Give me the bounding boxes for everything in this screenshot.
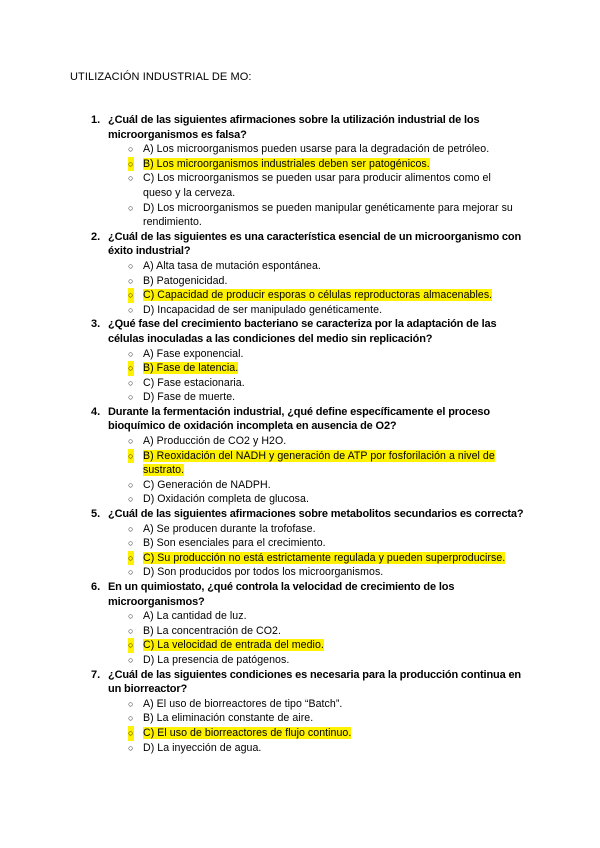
question-number: 3.: [91, 318, 101, 331]
answer-options: [0, 697, 600, 755]
answer-option-text: C) Capacidad de producir esporas o células reproductoras almacenables.: [143, 289, 493, 302]
answer-option-text: A) Los microorganismos pueden usarse para la degradación de petróleo.: [143, 143, 490, 156]
answer-option-text: A) Alta tasa de mutación espontánea.: [143, 259, 321, 272]
answer-option-text: D) Fase de muerte.: [143, 391, 236, 404]
answer-option-text: C) El uso de biorreactores de flujo continuo.: [143, 726, 352, 739]
answer-option: [128, 171, 521, 200]
circle-bullet-icon: ○: [128, 726, 134, 741]
circle-bullet-icon: ○: [128, 654, 134, 665]
circle-bullet-icon: ○: [128, 275, 134, 286]
answer-option: [128, 653, 521, 668]
circle-bullet-icon: ○: [128, 361, 134, 376]
circle-bullet-icon: ○: [128, 742, 134, 753]
question-item: [0, 507, 600, 580]
answer-option-highlighted: [128, 726, 521, 741]
answer-option-text: D) Oxidación completa de glucosa.: [143, 493, 309, 506]
answer-option: [128, 142, 521, 157]
circle-bullet-icon: ○: [128, 392, 134, 403]
answer-option-text: C) Los microorganismos se pueden usar para producir alimentos como el queso y la cerveza.: [143, 172, 491, 199]
circle-bullet-icon: ○: [128, 202, 134, 213]
circle-bullet-icon: ○: [128, 157, 134, 172]
question-item: [0, 113, 600, 230]
answer-option: [128, 259, 521, 274]
answer-option: [128, 347, 521, 362]
question-text: ¿Cuál de las siguientes condiciones es necesaria para la producción continua en un biorreactor?: [108, 668, 521, 696]
answer-option-text: C) La velocidad de entrada del medio.: [143, 639, 324, 652]
question-number: 7.: [91, 668, 101, 681]
question-number: 4.: [91, 405, 101, 418]
answer-option-text: B) Son esenciales para el crecimiento.: [143, 537, 326, 550]
answer-option-text: A) Se producen durante la trofofase.: [143, 522, 316, 535]
answer-option-text: D) Son producidos por todos los microorganismos.: [143, 566, 384, 579]
circle-bullet-icon: ○: [128, 260, 134, 271]
answer-option-text: C) Generación de NADPH.: [143, 478, 271, 491]
answer-option: [128, 478, 521, 493]
answer-option-highlighted: [128, 449, 521, 478]
answer-option: [128, 303, 521, 318]
answer-option: [128, 624, 521, 639]
answer-option: [128, 741, 521, 756]
answer-option: [128, 609, 521, 624]
circle-bullet-icon: ○: [128, 494, 134, 505]
question-number: 5.: [91, 508, 101, 521]
question-text: ¿Cuál de las siguientes afirmaciones sobre la utilización industrial de los microorganismos es falsa?: [108, 114, 480, 141]
circle-bullet-icon: ○: [128, 348, 134, 359]
circle-bullet-icon: ○: [128, 144, 134, 155]
question-number: 1.: [91, 114, 101, 126]
question-text: ¿Cuál de las siguientes es una característica esencial de un microorganismo con éxito industrial?: [108, 230, 522, 258]
answer-option: [128, 434, 521, 449]
answer-options: [0, 347, 600, 405]
question-item: [0, 668, 600, 756]
question-list: [0, 113, 600, 755]
answer-option-text: B) Fase de latencia.: [143, 362, 239, 375]
circle-bullet-icon: ○: [128, 698, 134, 709]
answer-option-highlighted: [128, 288, 521, 303]
answer-option: [128, 390, 521, 405]
circle-bullet-icon: ○: [128, 449, 134, 464]
answer-option-text: C) Fase estacionaria.: [143, 376, 245, 389]
question-item: [0, 580, 600, 668]
answer-option-text: D) La inyección de agua.: [143, 741, 262, 754]
circle-bullet-icon: ○: [128, 288, 134, 303]
question-text: En un quimiostato, ¿qué controla la velocidad de crecimiento de los microorganismos?: [108, 581, 455, 608]
answer-option: [128, 565, 521, 580]
answer-option-highlighted: [128, 157, 521, 172]
answer-option-highlighted: [128, 551, 521, 566]
answer-options: [0, 522, 600, 580]
answer-option-text: C) Su producción no está estrictamente regulada y pueden superproducirse.: [143, 551, 506, 564]
answer-option-text: B) Patogenicidad.: [143, 274, 228, 287]
answer-option-text: D) La presencia de patógenos.: [143, 653, 290, 666]
answer-option-text: A) Producción de CO2 y H2O.: [143, 435, 287, 448]
answer-option-highlighted: [128, 638, 521, 653]
circle-bullet-icon: ○: [128, 551, 134, 566]
circle-bullet-icon: ○: [128, 173, 134, 184]
question-number: 2.: [91, 230, 101, 243]
document-title: UTILIZACIÓN INDUSTRIAL DE MO:: [70, 71, 252, 83]
answer-option: [128, 536, 521, 551]
circle-bullet-icon: ○: [128, 304, 134, 315]
answer-option: [128, 376, 521, 391]
circle-bullet-icon: ○: [128, 567, 134, 578]
answer-option-text: B) Reoxidación del NADH y generación de ATP por fosforilación a nivel de sustrato.: [143, 449, 495, 477]
circle-bullet-icon: ○: [128, 436, 134, 447]
answer-options: [0, 259, 600, 317]
question-text: ¿Cuál de las siguientes afirmaciones sobre metabolitos secundarios es correcta?: [108, 508, 524, 521]
answer-option: [128, 711, 521, 726]
answer-options: [0, 434, 600, 507]
question-text: Durante la fermentación industrial, ¿qué define específicamente el proceso bioquímico de oxidación incompleta en ausencia de O2?: [108, 405, 490, 433]
answer-option-text: A) El uso de biorreactores de tipo “Batch”.: [143, 697, 343, 710]
answer-option-text: A) La cantidad de luz.: [143, 610, 247, 623]
answer-option-text: D) Los microorganismos se pueden manipular genéticamente para mejorar su rendimiento.: [143, 201, 513, 229]
answer-option: [128, 697, 521, 712]
answer-options: [0, 142, 600, 230]
question-item: [0, 317, 600, 405]
answer-option-text: B) La eliminación constante de aire.: [143, 712, 314, 725]
answer-option: [128, 522, 521, 537]
answer-option-text: B) Los microorganismos industriales deben ser patogénicos.: [143, 157, 430, 170]
answer-option: [128, 274, 521, 289]
question-number: 6.: [91, 581, 101, 593]
circle-bullet-icon: ○: [128, 638, 134, 653]
answer-option: [128, 492, 521, 507]
question-item: [0, 405, 600, 507]
question-text: ¿Qué fase del crecimiento bacteriano se caracteriza por la adaptación de las células inoculadas a las condiciones del medio sin replicación?: [108, 318, 497, 345]
answer-options: [0, 609, 600, 667]
answer-option-highlighted: [128, 361, 521, 376]
circle-bullet-icon: ○: [128, 479, 134, 490]
circle-bullet-icon: ○: [128, 377, 134, 388]
answer-option-text: B) La concentración de CO2.: [143, 624, 281, 637]
answer-option: [128, 201, 521, 230]
circle-bullet-icon: ○: [128, 611, 134, 622]
circle-bullet-icon: ○: [128, 713, 134, 724]
question-item: [0, 230, 600, 318]
circle-bullet-icon: ○: [128, 523, 134, 534]
answer-option-text: A) Fase exponencial.: [143, 347, 244, 360]
circle-bullet-icon: ○: [128, 538, 134, 549]
circle-bullet-icon: ○: [128, 625, 134, 636]
answer-option-text: D) Incapacidad de ser manipulado genéticamente.: [143, 303, 383, 316]
